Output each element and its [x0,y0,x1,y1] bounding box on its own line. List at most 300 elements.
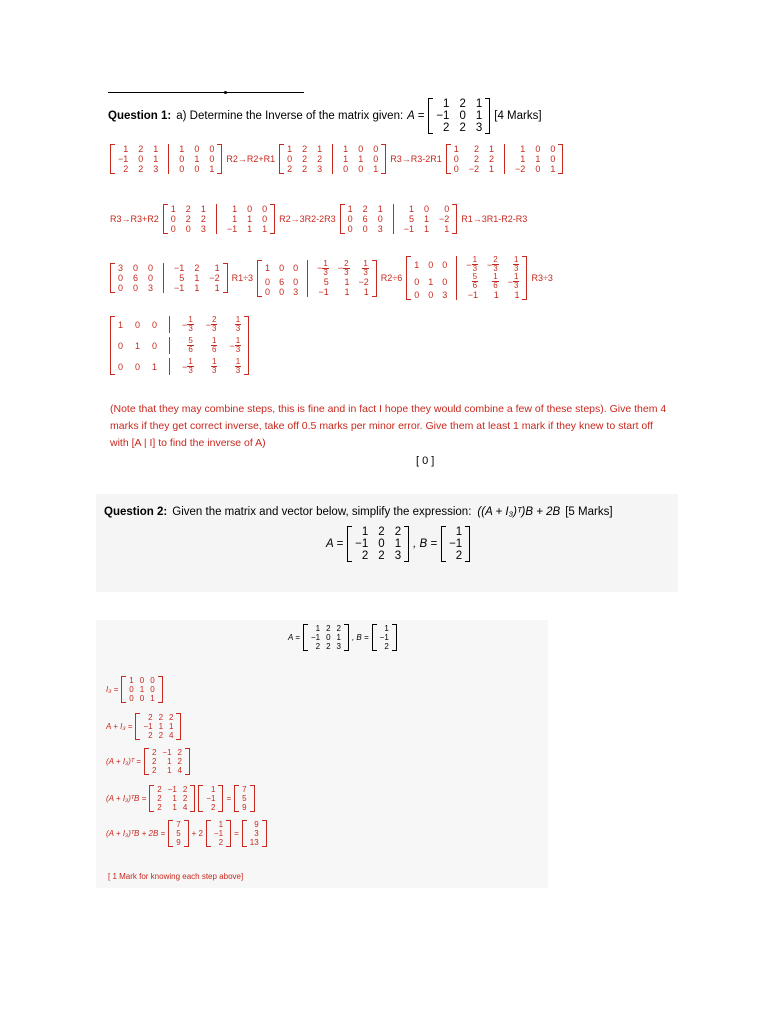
s8-cell-0-5-frac [513,256,519,273]
steps-row-1 [110,144,563,174]
s7-cell-1-1: 6 [279,276,285,287]
s5-cell-2-4: 1 [423,224,429,234]
s6-cell-2-3: −1 [174,283,185,293]
sol-label-4: (A + I₃)ᵀB = [106,794,147,803]
sFinal-cell-2-3-frac [187,358,193,375]
s1-sep [168,164,169,174]
solB3-cell-1-0: −1 [213,829,224,838]
solB-cell-2-0: 2 [384,642,389,651]
step-4-matrix [163,204,275,234]
result-vector [242,820,267,847]
s5-body [348,204,450,234]
sFinal-cell-2-3-den: 3 [188,366,193,375]
sFinal-cell-0-0: 1 [118,319,124,330]
solR5-cell-0-0: 9 [254,820,259,829]
s2-cell-2-5: 1 [373,164,379,174]
q2A-body [355,526,401,562]
s2-body [287,144,378,174]
solR4-body [242,785,246,812]
q2A-cell-2-0: 2 [361,550,369,562]
s7-cell-1-3: 5 [323,276,329,287]
sFinal-cell-2-4-frac [211,358,217,375]
s4-cell-0-4: 0 [247,204,253,214]
solAIT-cell-0-2: 2 [177,748,182,757]
s7-cell-1-0: 0 [265,276,271,287]
sFinal-cell-0-2: 0 [152,319,158,330]
solI-cell-1-1: 1 [139,685,145,694]
solAIT2-cell-2-1: 1 [172,803,177,812]
sol-eq-1: = [226,794,232,803]
solR4b-body [176,820,180,847]
solAI-cell-1-0: −1 [143,722,153,731]
s6-cell-0-3: −1 [174,263,185,273]
sol-step-final [106,820,267,847]
sol-step-product [106,785,255,812]
s6-cell-0-5: 1 [214,263,220,273]
s6-cell-1-4: 1 [194,273,200,283]
s5-cell-1-3: 5 [408,214,414,224]
sFinal-cell-0-4 [206,316,218,333]
s4-cell-0-2: 1 [200,204,206,214]
s1-cell-0-0: 1 [123,144,129,154]
sFinal-sep [169,358,170,375]
solI-cell-1-2: 0 [150,685,155,694]
solAIT-cell-2-2: 4 [177,766,182,775]
s7-cell-2-5: 1 [363,286,369,297]
solA-cell-0-1: 2 [326,624,331,633]
s4-cell-2-3: −1 [226,224,238,234]
s4-body [171,204,267,234]
s6-cell-2-4: 1 [194,283,200,293]
s1-cell-2-3: 0 [179,164,185,174]
sol-eq-2: = [234,829,239,838]
s5-left-bracket [340,204,345,234]
s5-cell-1-2: 0 [377,214,383,224]
s3-sep [504,144,505,154]
sFinal-cell-0-4-den: 3 [212,324,217,333]
solB-cell-0-0: 1 [384,624,389,633]
sFinal-cell-1-3 [187,337,193,354]
sFinal-cell-2-4-den: 3 [212,366,217,375]
sFinal-cell-0-3-num: 1 [188,315,193,324]
q1A-cell-1-2: 1 [475,110,483,122]
q1-lhs: A = [407,110,425,122]
s6-cell-1-5: −2 [209,273,220,283]
s7-cell-0-5-num: 1 [363,258,368,268]
solR5-right-bracket [262,820,267,847]
sFinal-cell-0-3-den: 3 [188,324,193,333]
s3-cell-0-2: 1 [489,144,495,154]
grading-note: (Note that they may combine steps, this is fine and in fact I hope they would combine a few of these steps). Give them 4 marks if they get correct inverse, take off 0.5 marks per minor error. Give them at least 1 mark if they knew to start off with [A | I] to find the inverse of A) [110,403,667,449]
top-rule [108,92,304,93]
s8-cell-1-5-sign: − [507,276,513,287]
s4-cell-1-1: 2 [185,214,191,224]
q2B-cell-2-0: 2 [455,550,463,562]
sFinal-left-bracket [110,316,115,375]
solAIT2-cell-2-0: 2 [157,803,162,812]
solI-cell-2-1: 0 [139,694,145,703]
sFinal-cell-2-2: 1 [152,361,158,372]
s3-right-bracket [558,144,563,174]
steps-row-2 [110,204,531,234]
op-6: R1÷3 [231,273,254,283]
s1-cell-1-2: 1 [153,154,159,164]
solAI-cell-1-2: 1 [169,722,174,731]
sol-label-2: A + I₃ = [106,722,133,731]
step-1-matrix [110,144,222,174]
q2A-cell-1-0: −1 [355,538,369,550]
final-matrix [110,316,249,375]
s5-sep [393,224,394,234]
top-rule-dot [224,91,227,94]
solAI-cell-2-0: 2 [148,731,153,740]
s3-sep [504,164,505,174]
s5-cell-2-5: 1 [444,224,450,234]
sol-label-1: I₃ = [106,685,119,694]
sFinal-cell-0-4-num: 2 [212,315,217,324]
solA-cell-1-2: 1 [336,633,341,642]
sFinal-cell-1-4 [211,337,217,354]
s4-cell-2-5: 1 [262,224,268,234]
s1-sep [168,144,169,154]
q2-matrix-a [347,526,409,562]
q1A-cell-0-0: 1 [443,98,450,110]
solA-cell-1-1: 0 [326,633,331,642]
s3-cell-2-3: −2 [515,164,526,174]
q1A-cell-2-0: 2 [443,122,450,134]
solAIT-body [152,748,182,775]
solAIT-cell-2-0: 2 [151,766,157,775]
s7-cell-2-2: 3 [293,286,299,297]
s2-cell-1-4: 1 [358,154,364,164]
solB-body [380,624,389,651]
s2-sep [332,144,333,154]
s5-cell-1-1: 6 [362,214,368,224]
q1A-cell-1-0: −1 [436,110,450,122]
sFinal-cell-1-4-num: 1 [212,336,217,345]
s7-cell-0-5 [362,260,368,277]
solB2-cell-0-0: 1 [210,785,216,794]
sol-plus: + 2 [191,829,203,838]
solAIT2-cell-1-0: 2 [157,794,162,803]
s7-cell-0-4-den: 3 [344,267,349,277]
step-2-matrix [279,144,386,174]
sFinal-cell-1-3-num: 5 [188,336,193,345]
s3-sep [504,154,505,164]
s6-cell-2-0: 0 [118,283,124,293]
sFinal-cell-2-5 [235,358,241,375]
steps-row-3 [110,256,557,300]
s7-cell-0-5-frac [362,260,368,277]
q1-marks: [4 Marks] [494,110,542,122]
s7-sep [307,277,308,287]
s4-cell-0-3: 1 [232,204,238,214]
s8-cell-1-5-frac [513,273,519,290]
solB2-cell-2-0: 2 [210,803,216,812]
s8-cell-0-3-num: 1 [472,255,478,264]
s8-cell-0-5-num: 1 [514,255,519,264]
s8-cell-0-5 [513,256,519,273]
sum-matrix [135,713,181,740]
solB3-body [214,820,223,847]
solA-cell-1-0: −1 [310,633,321,642]
s3-cell-1-4: 1 [535,154,541,164]
sFinal-cell-0-5 [235,316,241,333]
s5-cell-2-2: 3 [377,224,383,234]
s6-sep [163,273,164,283]
q1-score: [ 0 ] [416,455,435,467]
q2A-left-bracket [347,526,352,562]
s6-cell-2-2: 3 [148,283,154,293]
solAIT-cell-1-0: 2 [151,757,157,766]
s7-cell-0-1: 0 [279,263,285,273]
op-4: R2→3R2-2R3 [279,214,336,224]
s4-cell-2-1: 0 [185,224,191,234]
solR4-cell-2-0: 9 [242,803,247,812]
s8-cell-1-5 [508,273,520,290]
s7-cell-0-3-num: 1 [323,258,328,268]
s3-cell-1-0: 0 [453,154,459,164]
s6-left-bracket [110,263,115,293]
s6-cell-2-5: 1 [214,283,220,293]
sFinal-cell-1-3-frac [187,337,193,354]
sol-matrix-a [303,624,349,651]
s1-cell-0-4: 0 [194,144,200,154]
transpose-matrix-2 [149,785,195,812]
solR5-cell-1-0: 3 [254,829,259,838]
s7-cell-0-2: 0 [293,263,299,273]
s7-cell-0-3-sign: − [317,263,323,273]
s8-cell-0-4 [487,256,499,273]
solAIT2-right-bracket [190,785,195,812]
sFinal-cell-2-3-sign: − [182,361,188,372]
s8-cell-2-5: 1 [514,290,520,300]
solAIT-left-bracket [144,748,149,775]
solAI-cell-0-0: 2 [148,713,153,722]
s3-left-bracket [446,144,451,174]
q1-header [108,98,542,134]
sFinal-cell-2-5-frac [235,358,241,375]
s5-cell-0-0: 1 [347,204,353,214]
sFinal-cell-0-5-num: 1 [235,315,241,324]
s2-cell-2-2: 3 [317,164,323,174]
s8-cell-0-3 [466,256,478,273]
s6-sep [163,283,164,293]
solAI-cell-2-2: 4 [169,731,174,740]
solA-cell-0-2: 2 [336,624,341,633]
s3-cell-2-2: 1 [489,164,495,174]
s8-cell-1-3-num: 5 [472,272,478,281]
q2-title: Question 2: [104,506,168,518]
q1A-cell-2-2: 3 [475,122,483,134]
solAIT2-cell-0-0: 2 [157,785,162,794]
solAI-right-bracket [176,713,181,740]
s4-cell-2-0: 0 [170,224,176,234]
s3-cell-1-1: 2 [474,154,480,164]
s7-cell-0-3 [317,260,329,277]
s7-right-bracket [372,260,377,297]
solA-cell-2-0: 2 [315,642,321,651]
s3-cell-2-1: −2 [468,164,480,174]
q1A-cell-1-1: 0 [459,110,466,122]
s2-cell-1-5: 0 [373,154,379,164]
sFinal-cell-1-3-den: 6 [188,345,193,354]
s5-cell-0-4: 0 [423,204,429,214]
solI-cell-2-2: 1 [150,694,155,703]
q2-vector-b [441,526,470,562]
s3-cell-1-2: 2 [489,154,495,164]
sFinal-sep [169,337,170,354]
sFinal-cell-1-4-den: 6 [212,345,217,354]
s8-cell-1-5-den: 3 [514,281,519,290]
s7-sep [307,260,308,277]
s8-cell-1-0: 0 [414,276,420,287]
sFinal-cell-2-0: 0 [118,361,124,372]
s1-cell-2-1: 2 [138,164,144,174]
solR4-left-bracket [234,785,239,812]
solA-right-bracket [344,624,349,651]
s6-body [118,263,220,293]
s4-sep [216,214,217,224]
solR4b-cell-1-0: 5 [176,829,181,838]
s5-cell-2-0: 0 [347,224,353,234]
s6-cell-1-1: 6 [133,273,139,283]
s7-cell-2-0: 0 [265,286,271,297]
s4-sep [216,204,217,214]
q2-header [104,506,613,518]
solA-body [311,624,341,651]
s6-right-bracket [223,263,228,293]
solAIT-cell-1-1: 1 [167,757,172,766]
s5-cell-0-1: 2 [362,204,368,214]
product-vector [234,785,254,812]
s2-cell-0-3: 1 [343,144,349,154]
s3-cell-0-4: 0 [535,144,541,154]
solA-left-bracket [303,624,308,651]
s6-cell-1-0: 0 [118,273,124,283]
q1-matrix-a [428,98,490,134]
s1-body [118,144,214,174]
solR4-right-bracket [250,785,255,812]
s4-cell-0-5: 0 [262,204,268,214]
s1-cell-1-0: −1 [118,154,129,164]
solR4b-cell-2-0: 9 [176,838,181,847]
s6-cell-1-2: 0 [148,273,154,283]
solAIT2-cell-0-1: −1 [167,785,177,794]
sFinal-cell-1-5-den: 3 [235,345,241,354]
s1-cell-1-3: 0 [179,154,185,164]
sFinal-cell-1-0: 0 [118,340,124,351]
s8-cell-2-1: 0 [428,290,434,300]
s7-cell-2-3: −1 [318,286,329,297]
s8-cell-2-0: 0 [414,290,420,300]
q1A-body [436,98,482,134]
s8-left-bracket [406,256,411,300]
s6-sep [163,263,164,273]
s8-cell-0-4-num: 2 [493,255,498,264]
s4-cell-1-5: 0 [262,214,268,224]
q1A-cell-2-1: 2 [459,122,466,134]
s7-cell-0-5-den: 3 [363,267,368,277]
s8-cell-1-3-den: 6 [472,281,478,290]
solAIT2-body [157,785,187,812]
s8-cell-0-4-den: 3 [493,264,498,273]
solAIT2-left-bracket [149,785,154,812]
sFinal-cell-1-4-frac [211,337,217,354]
solAIT2-cell-1-2: 2 [182,794,188,803]
s2-cell-0-1: 2 [302,144,308,154]
s4-cell-1-2: 2 [200,214,206,224]
solAI-left-bracket [135,713,140,740]
s2-sep [332,164,333,174]
s1-cell-2-4: 0 [194,164,200,174]
s1-cell-1-1: 0 [138,154,144,164]
s8-body [414,256,519,300]
solAIT2-cell-2-2: 4 [182,803,188,812]
solR4b-left-bracket [168,820,173,847]
q2-text: Given the matrix and vector below, simplify the expression: [172,506,472,518]
s7-cell-0-4 [338,260,350,277]
step-8-matrix [406,256,527,300]
sol-footer: [ 1 Mark for knowing each step above] [108,872,244,881]
solAIT2-cell-0-2: 2 [182,785,188,794]
solB2-cell-1-0: −1 [206,794,216,803]
s6-cell-2-1: 0 [133,283,139,293]
s5-cell-0-5: 0 [444,204,450,214]
solI-cell-0-2: 0 [150,676,155,685]
s5-cell-1-0: 0 [347,214,353,224]
sFinal-cell-2-1: 0 [135,361,141,372]
solR5-body [250,820,259,847]
q1A-left-bracket [428,98,433,134]
sFinal-cell-1-2: 0 [152,340,158,351]
s3-cell-0-3: 1 [520,144,526,154]
solI-cell-1-0: 0 [129,685,134,694]
s1-right-bracket [217,144,222,174]
s5-cell-1-5: −2 [438,214,450,224]
s8-cell-1-2: 0 [442,276,448,287]
s8-cell-1-3-frac [472,273,478,290]
solAI-cell-2-1: 2 [158,731,164,740]
sFinal-cell-0-3-sign: − [182,319,188,330]
s8-cell-0-5-den: 3 [514,264,519,273]
q2A-cell-1-1: 0 [378,538,385,550]
s2-cell-0-2: 1 [317,144,323,154]
solI-cell-2-0: 0 [129,694,134,703]
b-vector-2 [198,785,223,812]
solAIT-cell-2-1: 1 [167,766,172,775]
solB2-body [206,785,215,812]
solI-cell-0-0: 1 [129,676,134,685]
solI-cell-0-1: 0 [139,676,145,685]
s7-body [265,260,369,297]
q2A-cell-1-2: 1 [394,538,402,550]
q2-lhs-b: , B = [413,538,438,550]
s8-sep [456,273,457,290]
solAI-cell-0-1: 2 [158,713,164,722]
sFinal-cell-2-4-num: 1 [212,357,217,366]
s8-cell-2-2: 3 [442,290,448,300]
q2-expression: ((A + I₃)ᵀ)B + 2B [477,506,561,518]
sol-step-transpose [106,748,190,775]
s4-right-bracket [270,204,275,234]
s2-cell-1-3: 1 [343,154,349,164]
q2A-cell-0-0: 1 [361,526,369,538]
s5-cell-2-1: 0 [362,224,368,234]
step-6-matrix [110,263,228,293]
s2-cell-2-0: 2 [287,164,293,174]
solB-left-bracket [372,624,377,651]
